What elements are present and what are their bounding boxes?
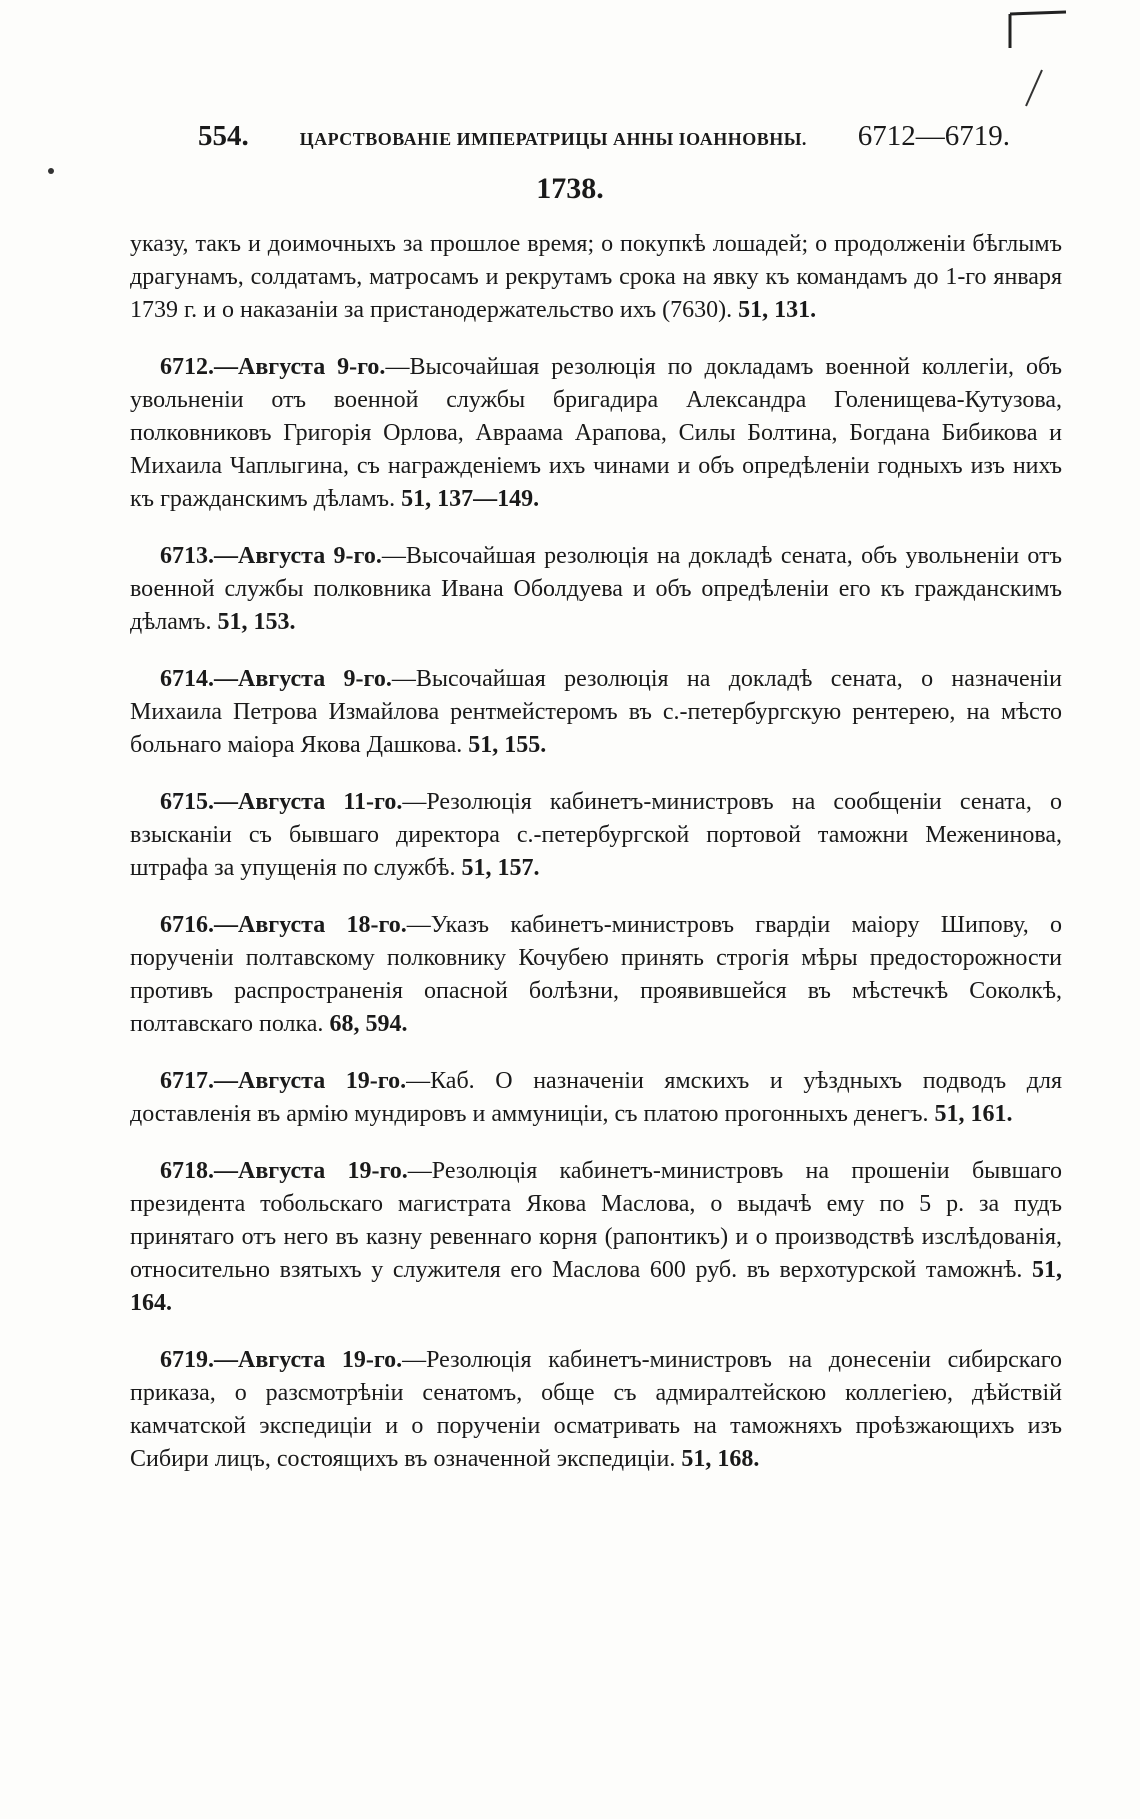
- entry-text: —Высочайшая резолюція по докладамъ военной коллегіи, объ увольненіи отъ военной службы бригадира Александра Голенищева-Кутузова, полковниковъ Григорія Орлова, Авраама Арапова, Силы Болтина, Богдана Бибикова и Михаила Чаплыгина, съ награжденіемъ ихъ чинами и объ опредѣленіи годныхъ изъ нихъ къ гражданскимъ дѣламъ.: [130, 354, 1063, 512]
- entry-text: —Высочайшая резолюція на докладѣ сената, объ увольненіи отъ военной службы полковника Ивана Оболдуева и объ опредѣленіи его къ гражданскимъ дѣламъ.: [130, 543, 1063, 635]
- entry-6719: [130, 1344, 1062, 1476]
- entry-date: —Августа 19-го.: [214, 1068, 407, 1094]
- entry-text: —Резолюція кабинетъ-министровъ на донесеніи сибирскаго приказа, о разсмотрѣніи сенатомъ, обще съ адмиралтейскою коллегіею, дѣйствій камчатской экспедиціи и о порученіи осматривать на таможняхъ проѣзжающихъ изъ Сибири лицъ, состоящихъ въ означенной экспедиціи.: [130, 1347, 1062, 1472]
- running-head: [198, 120, 1010, 160]
- entry-range: 6712—6719.: [857, 120, 1010, 152]
- entry-6717: [130, 1065, 1062, 1131]
- entry-text: —Указъ кабинетъ-министровъ гвардіи маіору Шипову, о порученіи полтавскому полковнику Кочубею принять строгія мѣры предосторожности противъ распространенія опасной болѣзни, проявившейся въ мѣстечкѣ Соколкѣ, полтавскаго полка.: [130, 912, 1063, 1037]
- corner-ink-mark: [1002, 8, 1074, 108]
- continuation-paragraph: [130, 228, 1062, 327]
- entry-date: —Августа 18-го.: [214, 912, 407, 938]
- entry-text: —Каб. О назначеніи ямскихъ и уѣздныхъ подводъ для доставленія въ армію мундировъ и аммуниціи, съ платою прогонныхъ денегъ.: [130, 1068, 1062, 1127]
- entry-date: —Августа 9-го.: [214, 543, 382, 569]
- entry-number: 6713.: [160, 543, 214, 569]
- entry-ref: 51, 153.: [217, 609, 296, 635]
- entry-number: 6719.: [160, 1347, 214, 1373]
- entry-date: —Августа 11-го.: [214, 789, 403, 815]
- entry-ref: 51, 137—149.: [401, 486, 540, 512]
- entry-ref: 51, 164.: [130, 1257, 1063, 1316]
- entry-text: —Высочайшая резолюція на докладѣ сената, о назначеніи Михаила Петрова Измайлова рентмейстеромъ въ с.-петербургскую рентерею, на мѣсто больнаго маіора Якова Дашкова.: [130, 666, 1063, 758]
- entry-6714: [130, 663, 1062, 762]
- entry-ref: 51, 155.: [468, 732, 547, 758]
- entry-ref: 51, 168.: [681, 1446, 760, 1472]
- entry-date: —Августа 19-го.: [214, 1347, 403, 1373]
- entry-text: —Резолюція кабинетъ-министровъ на сообщеніи сената, о взысканіи съ бывшаго директора с.-петербургской портовой таможни Меженинова, штрафа за упущенія по службѣ.: [130, 789, 1062, 881]
- entry-6712: [130, 351, 1062, 516]
- entry-number: 6714.: [160, 666, 214, 692]
- continuation-ref: 51, 131.: [738, 297, 817, 323]
- entry-ref: 51, 161.: [934, 1101, 1013, 1127]
- entry-number: 6712.: [160, 354, 214, 380]
- entry-number: 6716.: [160, 912, 214, 938]
- year-heading: 1738.: [536, 172, 604, 205]
- entry-6716: [130, 909, 1062, 1041]
- entry-date: —Августа 19-го.: [214, 1158, 408, 1184]
- entry-6715: [130, 786, 1062, 885]
- document-body: [130, 228, 1062, 1500]
- entry-date: —Августа 9-го.: [214, 354, 386, 380]
- entry-6713: [130, 540, 1062, 639]
- entry-6718: [130, 1155, 1062, 1320]
- entry-text: —Резолюція кабинетъ-министровъ на прошеніи бывшаго президента тобольскаго магистрата Якова Маслова, о выдачѣ ему по 5 р. за пудъ принятаго отъ него въ казну ревеннаго корня (рапонтикъ) и о производствѣ изслѣдованія, относительно взятыхъ у служителя его Маслова 600 руб. въ верхотурской таможнѣ.: [130, 1158, 1062, 1283]
- continuation-text: указу, такъ и доимочныхъ за прошлое время; о покупкѣ лошадей; о продолженіи бѣглымъ драгунамъ, солдатамъ, матросамъ и рекрутамъ срока на явку къ командамъ до 1-го января 1739 г. и о наказаніи за пристанодержательство ихъ (7630).: [130, 231, 1062, 323]
- entry-number: 6718.: [160, 1158, 214, 1184]
- entry-ref: 51, 157.: [461, 855, 540, 881]
- entry-number: 6717.: [160, 1068, 214, 1094]
- entry-date: —Августа 9-го.: [214, 666, 392, 692]
- entry-number: 6715.: [160, 789, 214, 815]
- entry-ref: 68, 594.: [329, 1011, 408, 1037]
- reign-title: ЦАРСТВОВАНІЕ ИМПЕРАТРИЦЫ АННЫ ІОАННОВНЫ.: [299, 129, 807, 149]
- page-number: 554.: [198, 120, 249, 152]
